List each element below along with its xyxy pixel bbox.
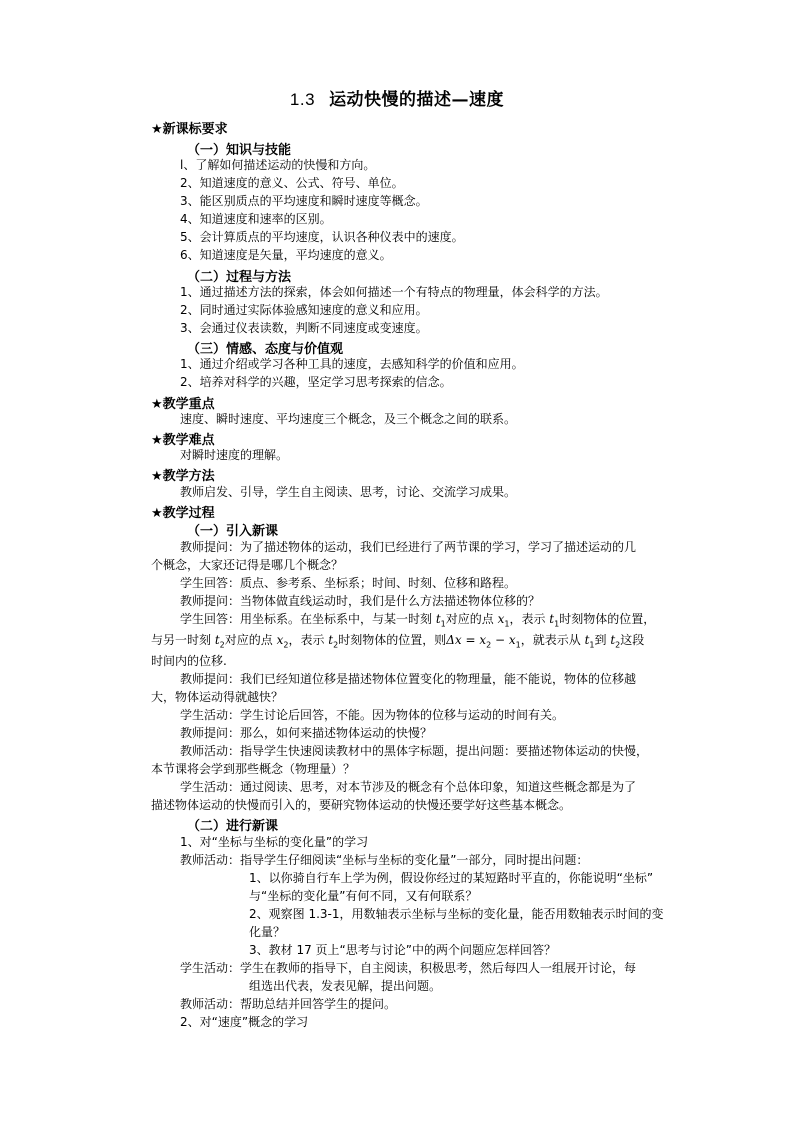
paragraph-line: 描述物体运动的快慢而引入的，要研究物体运动的快慢还要学好这些基本概念。 <box>151 798 572 812</box>
paragraph-line: 学生活动：学生讨论后回答，不能。因为物体的位移与运动的时间有关。 <box>180 708 565 722</box>
math-x2: x <box>276 633 284 647</box>
paragraph-line: 1、对“坐标与坐标的变化量”的学习 <box>180 835 369 849</box>
paragraph-line: 个概念，大家还记得是哪几个概念？ <box>151 558 344 572</box>
knowledge-item: 4、知道速度和速率的区别。 <box>180 212 332 226</box>
paragraph-line-with-math: 与另一时刻 $t_2$对应的点 $x_2$，表示 $t_2$时刻物体的位置，则$\Delta x = x_2 - x_1$，就表示从 $t_1$到 $t_2$这段 <box>151 633 645 650</box>
knowledge-item: l、了解如何描述运动的快慢和方向。 <box>180 158 376 172</box>
paragraph-line: 教师提问：那么，如何来描述物体运动的快慢？ <box>180 726 433 740</box>
heading-intro: （一）引入新课 <box>187 524 279 539</box>
knowledge-item: 5、会计算质点的平均速度，认识各种仪表中的速度。 <box>180 230 464 244</box>
question-line: 化量？ <box>249 925 286 939</box>
math-t2: t <box>214 633 220 647</box>
math-t1: t <box>435 612 441 626</box>
paragraph-line: 大，物体运动得就越快？ <box>151 690 284 704</box>
question-line: 与“坐标的变化量”有何不同，又有何联系？ <box>249 889 478 903</box>
knowledge-item: 3、能区别质点的平均速度和瞬时速度等概念。 <box>180 194 428 208</box>
heading-methods: ★教学方法 <box>151 469 215 484</box>
math-delta-x: Δx = x <box>446 633 487 647</box>
paragraph-line: 教师活动：指导学生快速阅读教材中的黑体字标题，提出问题：要描述物体运动的快慢， <box>180 744 649 758</box>
question-line: 3、教材 17 页上“思考与讨论”中的两个问题应怎样回答？ <box>249 943 556 957</box>
heading-difficulties: ★教学难点 <box>151 433 215 448</box>
attitude-item: 1、通过介绍或学习各种工具的速度，去感知科学的价值和应用。 <box>180 357 524 371</box>
knowledge-item: 6、知道速度是矢量，平均速度的意义。 <box>180 248 392 262</box>
paragraph-line: 时间内的位移. <box>151 654 227 668</box>
methods-text: 教师启发、引导，学生自主阅读、思考，讨论、交流学习成果。 <box>180 485 517 499</box>
paragraph-line: 教师活动：指导学生仔细阅读“坐标与坐标的变化量”一部分，同时提出问题： <box>180 853 589 867</box>
math-x1: x <box>497 612 505 626</box>
paragraph-line: 2、对“速度”概念的学习 <box>180 1015 309 1029</box>
heading-key-points: ★教学重点 <box>151 397 215 412</box>
heading-process-method: （二）过程与方法 <box>187 270 292 285</box>
process-item: 1、通过描述方法的探索，体会如何描述一个有特点的物理量，体会科学的方法。 <box>180 285 608 299</box>
title-text: 运动快慢的描述—速度 <box>329 90 505 110</box>
heading-new-lesson: （二）进行新课 <box>187 819 279 834</box>
paragraph-line: 本节课将会学到那些概念（物理量）？ <box>151 762 356 776</box>
paragraph-line: 学生活动：学生在教师的指导下，自主阅读，积极思考，然后每四人一组展开讨论，每 <box>180 961 637 975</box>
paragraph-line: 教师活动：帮助总结并回答学生的提问。 <box>180 997 397 1011</box>
difficulties-text: 对瞬时速度的理解。 <box>180 448 289 462</box>
heading-curriculum: ★新课标要求 <box>151 122 228 137</box>
question-line: 2、观察图 1.3-1，用数轴表示坐标与坐标的变化量，能否用数轴表示时间的变 <box>249 907 664 921</box>
heading-process: ★教学过程 <box>151 506 215 521</box>
paragraph-line: 教师提问：为了描述物体的运动，我们已经进行了两节课的学习，学习了描述运动的几 <box>180 540 637 554</box>
key-points-text: 速度、瞬时速度、平均速度三个概念，及三个概念之间的联系。 <box>180 412 517 426</box>
process-item: 2、同时通过实际体验感知速度的意义和应用。 <box>180 303 428 317</box>
paragraph-line: 学生回答：质点、参考系、坐标系；时间、时刻、位移和路程。 <box>180 576 517 590</box>
paragraph-line: 学生活动：通过阅读、思考，对本节涉及的概念有个总体印象，知道这些概念都是为了 <box>180 780 637 794</box>
question-line: 1、以你骑自行车上学为例，假设你经过的某短路时平直的，你能说明“坐标” <box>249 871 654 885</box>
process-item: 3、会通过仪表读数，判断不同速度或变速度。 <box>180 321 428 335</box>
heading-attitude: （三）情感、态度与价值观 <box>187 342 344 357</box>
page-title <box>0 85 794 110</box>
paragraph-line-with-math: 学生回答：用坐标系。在坐标系中，与某一时刻 $t_1$对应的点 $x_1$，表示 $t_1$时刻物体的位置， <box>180 612 656 629</box>
knowledge-item: 2、知道速度的意义、公式、符号、单位。 <box>180 176 404 190</box>
heading-knowledge: （一）知识与技能 <box>187 143 292 158</box>
paragraph-line: 组选出代表，发表见解，提出问题。 <box>249 979 442 993</box>
section-number: 1.3 <box>289 90 316 109</box>
paragraph-line: 教师提问：当物体做直线运动时，我们是什么方法描述物体位移的？ <box>180 594 541 608</box>
paragraph-line: 教师提问：我们已经知道位移是描述物体位置变化的物理量，能不能说，物体的位移越 <box>180 672 637 686</box>
attitude-item: 2、培养对科学的兴趣，坚定学习思考探索的信念。 <box>180 375 452 389</box>
